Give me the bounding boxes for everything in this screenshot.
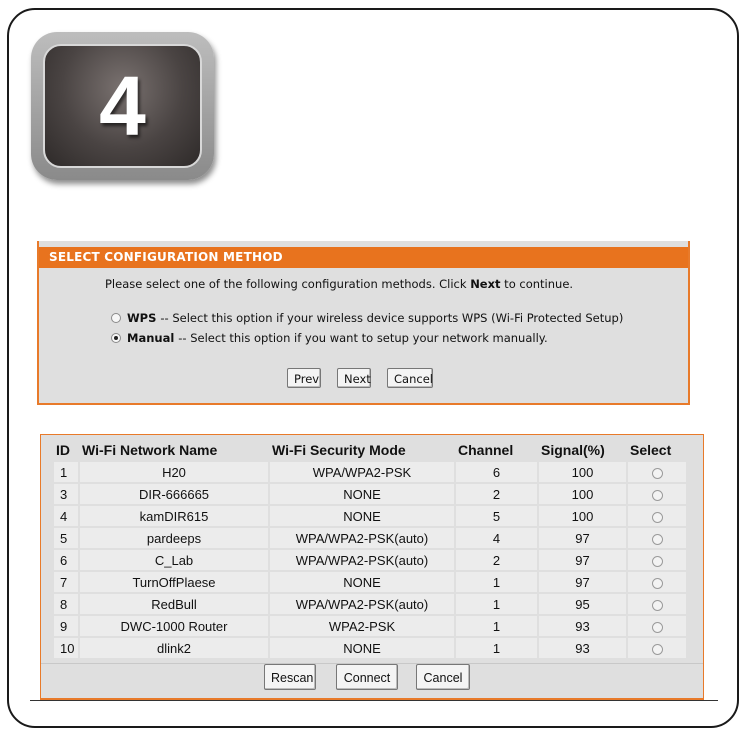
row-channel: 5 [456, 506, 537, 526]
row-id: 7 [54, 572, 78, 592]
row-security-mode: NONE [270, 484, 454, 504]
column-select: Select [630, 442, 672, 458]
row-id: 9 [54, 616, 78, 636]
row-security-mode: WPA/WPA2-PSK [270, 462, 454, 482]
row-select-cell [628, 572, 686, 592]
row-network-name: C_Lab [80, 550, 268, 570]
row-signal: 100 [539, 462, 626, 482]
row-channel: 1 [456, 638, 537, 658]
row-select-cell [628, 550, 686, 570]
row-channel: 2 [456, 484, 537, 504]
row-id: 8 [54, 594, 78, 614]
row-security-mode: NONE [270, 638, 454, 658]
row-network-name: H20 [80, 462, 268, 482]
step-number: 4 [99, 59, 146, 153]
row-select-radio[interactable] [652, 490, 663, 501]
column-signal: Signal(%) [541, 442, 605, 458]
manual-label: Manual [127, 331, 175, 345]
table-row [54, 550, 686, 570]
row-security-mode: WPA/WPA2-PSK(auto) [270, 594, 454, 614]
table-row [54, 572, 686, 592]
row-network-name: DWC-1000 Router [80, 616, 268, 636]
row-signal: 100 [539, 506, 626, 526]
cancel-scan-button[interactable]: Cancel [416, 664, 470, 690]
row-select-radio[interactable] [652, 578, 663, 589]
row-channel: 6 [456, 462, 537, 482]
row-select-cell [628, 462, 686, 482]
row-id: 5 [54, 528, 78, 548]
row-signal: 93 [539, 638, 626, 658]
wps-description: -- Select this option if your wireless device supports WPS (Wi-Fi Protected Setup) [160, 311, 624, 325]
row-select-cell [628, 594, 686, 614]
instruction-suffix: to continue. [500, 277, 574, 291]
table-row [54, 462, 686, 482]
row-security-mode: WPA/WPA2-PSK(auto) [270, 528, 454, 548]
row-network-name: dlink2 [80, 638, 268, 658]
row-select-radio[interactable] [652, 556, 663, 567]
column-id: ID [56, 442, 70, 458]
row-security-mode: WPA2-PSK [270, 616, 454, 636]
row-channel: 2 [456, 550, 537, 570]
column-network-name: Wi-Fi Network Name [82, 442, 218, 458]
scan-button-bar [41, 663, 703, 700]
row-channel: 1 [456, 594, 537, 614]
table-row [54, 616, 686, 636]
row-channel: 1 [456, 616, 537, 636]
row-security-mode: NONE [270, 506, 454, 526]
table-row [54, 638, 686, 658]
instruction-next-word: Next [470, 277, 501, 291]
bottom-divider [30, 700, 718, 701]
row-signal: 97 [539, 550, 626, 570]
row-select-cell [628, 484, 686, 504]
row-select-cell [628, 528, 686, 548]
row-id: 1 [54, 462, 78, 482]
row-network-name: DIR-666665 [80, 484, 268, 504]
row-security-mode: WPA/WPA2-PSK(auto) [270, 550, 454, 570]
network-scan-panel [40, 434, 704, 700]
network-table [52, 438, 688, 660]
row-signal: 93 [539, 616, 626, 636]
table-row [54, 506, 686, 526]
row-signal: 97 [539, 572, 626, 592]
cancel-config-button[interactable]: Cancel [387, 368, 433, 388]
row-select-radio[interactable] [652, 534, 663, 545]
configuration-panel [37, 241, 690, 405]
table-row [54, 528, 686, 548]
row-select-radio[interactable] [652, 512, 663, 523]
row-select-radio[interactable] [652, 468, 663, 479]
rescan-button[interactable]: Rescan [264, 664, 316, 690]
step-badge [31, 32, 214, 180]
row-id: 10 [54, 638, 78, 658]
row-signal: 95 [539, 594, 626, 614]
row-signal: 100 [539, 484, 626, 504]
manual-description: -- Select this option if you want to setup your network manually. [178, 331, 548, 345]
column-security-mode: Wi-Fi Security Mode [272, 442, 406, 458]
row-id: 6 [54, 550, 78, 570]
configuration-instruction [105, 277, 573, 291]
row-network-name: TurnOffPlaese [80, 572, 268, 592]
row-select-cell [628, 616, 686, 636]
row-network-name: RedBull [80, 594, 268, 614]
table-row [54, 594, 686, 614]
row-security-mode: NONE [270, 572, 454, 592]
row-id: 3 [54, 484, 78, 504]
instruction-prefix: Please select one of the following configuration methods. Click [105, 277, 471, 291]
connect-button[interactable]: Connect [336, 664, 398, 690]
row-select-cell [628, 638, 686, 658]
row-select-radio[interactable] [652, 644, 663, 655]
row-select-radio[interactable] [652, 622, 663, 633]
option-wps[interactable] [111, 311, 623, 325]
table-row [54, 484, 686, 504]
row-channel: 4 [456, 528, 537, 548]
wps-label: WPS [127, 311, 157, 325]
prev-button[interactable]: Prev [287, 368, 321, 388]
row-id: 4 [54, 506, 78, 526]
row-signal: 97 [539, 528, 626, 548]
row-network-name: kamDIR615 [80, 506, 268, 526]
step-badge-inner [43, 44, 202, 168]
column-channel: Channel [458, 442, 514, 458]
configuration-title: SELECT CONFIGURATION METHOD [39, 247, 688, 268]
table-header-row [54, 440, 686, 460]
next-button[interactable]: Next [337, 368, 371, 388]
manual-radio[interactable] [111, 333, 121, 343]
row-network-name: pardeeps [80, 528, 268, 548]
option-manual[interactable] [111, 331, 548, 345]
row-channel: 1 [456, 572, 537, 592]
row-select-cell [628, 506, 686, 526]
row-select-radio[interactable] [652, 600, 663, 611]
wps-radio[interactable] [111, 313, 121, 323]
